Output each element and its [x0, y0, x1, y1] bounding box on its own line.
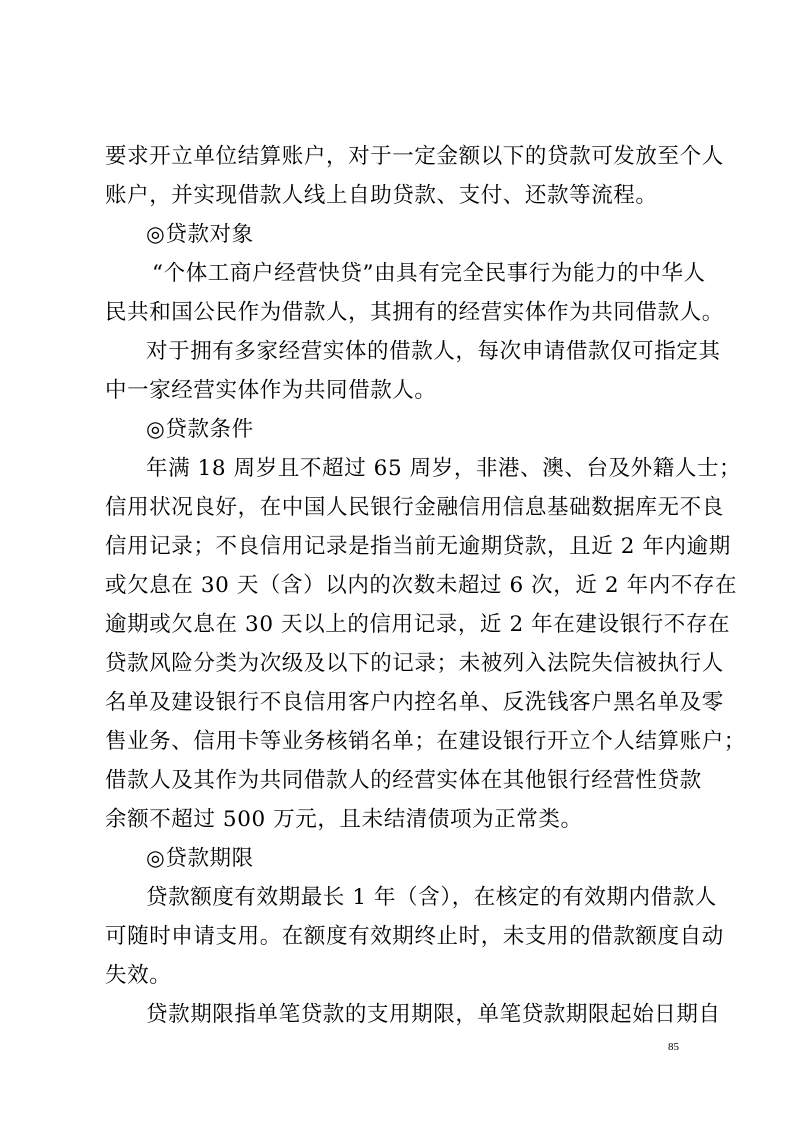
text-line: 信用状况良好，在中国人民银行金融信用信息基础数据库无不良: [105, 495, 724, 520]
text-line: 信用记录；不良信用记录是指当前无逾期贷款，且近 2 年内逾期: [105, 534, 731, 559]
text-line: 或欠息在 30 天（含）以内的次数未超过 6 次，近 2 年内不存在: [105, 573, 738, 598]
text-line: “个体工商户经营快贷”由具有完全民事行为能力的中华人: [152, 261, 706, 286]
text-line: 余额不超过 500 万元，且未结清债项为正常类。: [105, 807, 583, 832]
page-number: 85: [668, 1041, 679, 1053]
text-line: 借款人及其作为共同借款人的经营实体在其他银行经营性贷款: [105, 768, 702, 793]
text-line: 可随时申请支用。在额度有效期终止时，未支用的借款额度自动: [105, 924, 724, 949]
section-heading-loan-target: ◎贷款对象: [146, 222, 254, 247]
text-line: 民共和国公民作为借款人，其拥有的经营实体作为共同借款人。: [105, 300, 724, 325]
section-heading-loan-conditions: ◎贷款条件: [146, 417, 254, 442]
text-line: 贷款额度有效期最长 1 年（含），在核定的有效期内借款人: [146, 885, 717, 910]
text-line: 贷款风险分类为次级及以下的记录；未被列入法院失信被执行人: [105, 651, 724, 676]
text-line: 失效。: [105, 963, 172, 988]
text-line: 中一家经营实体作为共同借款人。: [105, 378, 437, 403]
text-line: 要求开立单位结算账户，对于一定金额以下的贷款可发放至个人: [105, 144, 724, 169]
text-line: 名单及建设银行不良信用客户内控名单、反洗钱客户黑名单及零: [105, 690, 724, 715]
text-line: 贷款期限指单笔贷款的支用期限，单笔贷款期限起始日期自: [146, 1002, 721, 1027]
section-heading-loan-term: ◎贷款期限: [146, 846, 254, 871]
text-line: 年满 18 周岁且不超过 65 周岁，非港、澳、台及外籍人士；: [146, 456, 742, 481]
text-line: 逾期或欠息在 30 天以上的信用记录，近 2 年在建设银行不存在: [105, 612, 731, 637]
text-line: 对于拥有多家经营实体的借款人，每次申请借款仅可指定其: [146, 339, 721, 364]
text-line: 售业务、信用卡等业务核销名单；在建设银行开立个人结算账户；: [105, 729, 746, 754]
text-line: 账户，并实现借款人线上自助贷款、支付、还款等流程。: [105, 183, 658, 208]
